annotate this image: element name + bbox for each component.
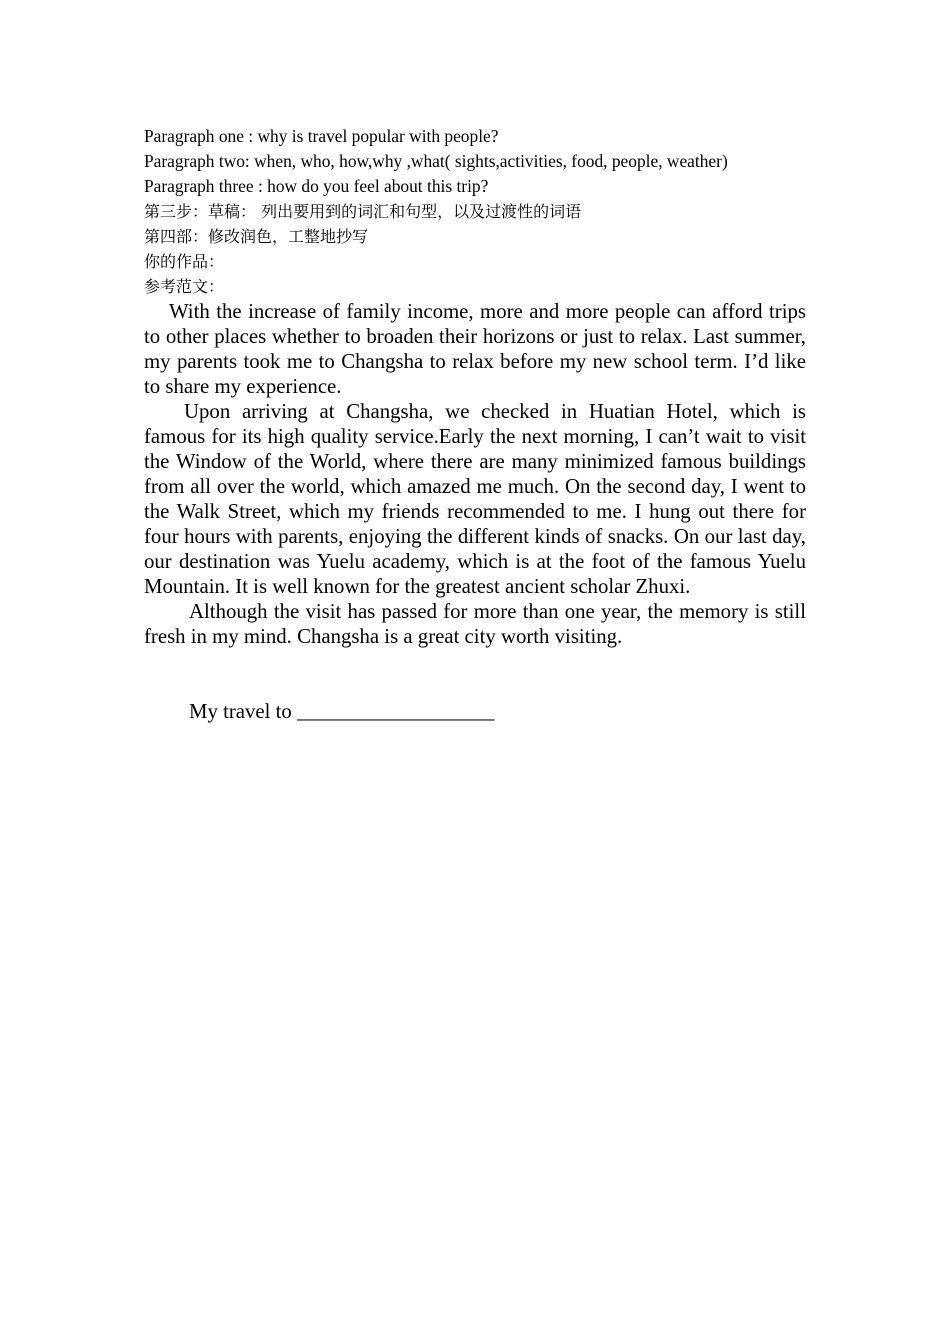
outline-paragraph-two: Paragraph two: when, who, how,why ,what( sights,activities, food, people, weather) (144, 151, 728, 171)
outline-paragraph-three: Paragraph three : how do you feel about this trip? (144, 176, 489, 196)
your-work-label: 你的作品： (144, 252, 225, 271)
document-page (144, 124, 806, 724)
essay-paragraph-3: Although the visit has passed for more than one year, the memory is still fresh in my mind. Changsha is a great city worth visiting. (144, 600, 806, 648)
essay-paragraph-1: With the increase of family income, more and more people can afford trips to other places whether to broaden their horizons or just to relax. Last summer, my parents took me to Changsha to relax before my new school term. I’d like to share my experience. (144, 300, 806, 398)
step-four-revise: 第四部：修改润色，工整地抄写 (144, 227, 369, 246)
writing-prompt-title: My travel to ___________________ (189, 700, 495, 723)
sample-essay-label: 参考范文： (144, 277, 225, 296)
essay-paragraph-2: Upon arriving at Changsha, we checked in Huatian Hotel, which is famous for its high quality service.Early the next morning, I can’t wait to visit the Window of the World, where there are many minimized famous buildings from all over the world, which amazed me much. On the second day, I went to the Walk Street, which my friends recommended to me. I hung out there for four hours with parents, enjoying the different kinds of snacks. On our last day, our destination was Yuelu academy, which is at the foot of the famous Yuelu Mountain. It is well known for the greatest ancient scholar Zhuxi. (144, 400, 806, 598)
step-three-draft: 第三步：草稿： 列出要用到的词汇和句型，以及过渡性的词语 (144, 202, 582, 221)
outline-paragraph-one: Paragraph one : why is travel popular with people? (144, 126, 499, 146)
blank-space (144, 649, 806, 699)
